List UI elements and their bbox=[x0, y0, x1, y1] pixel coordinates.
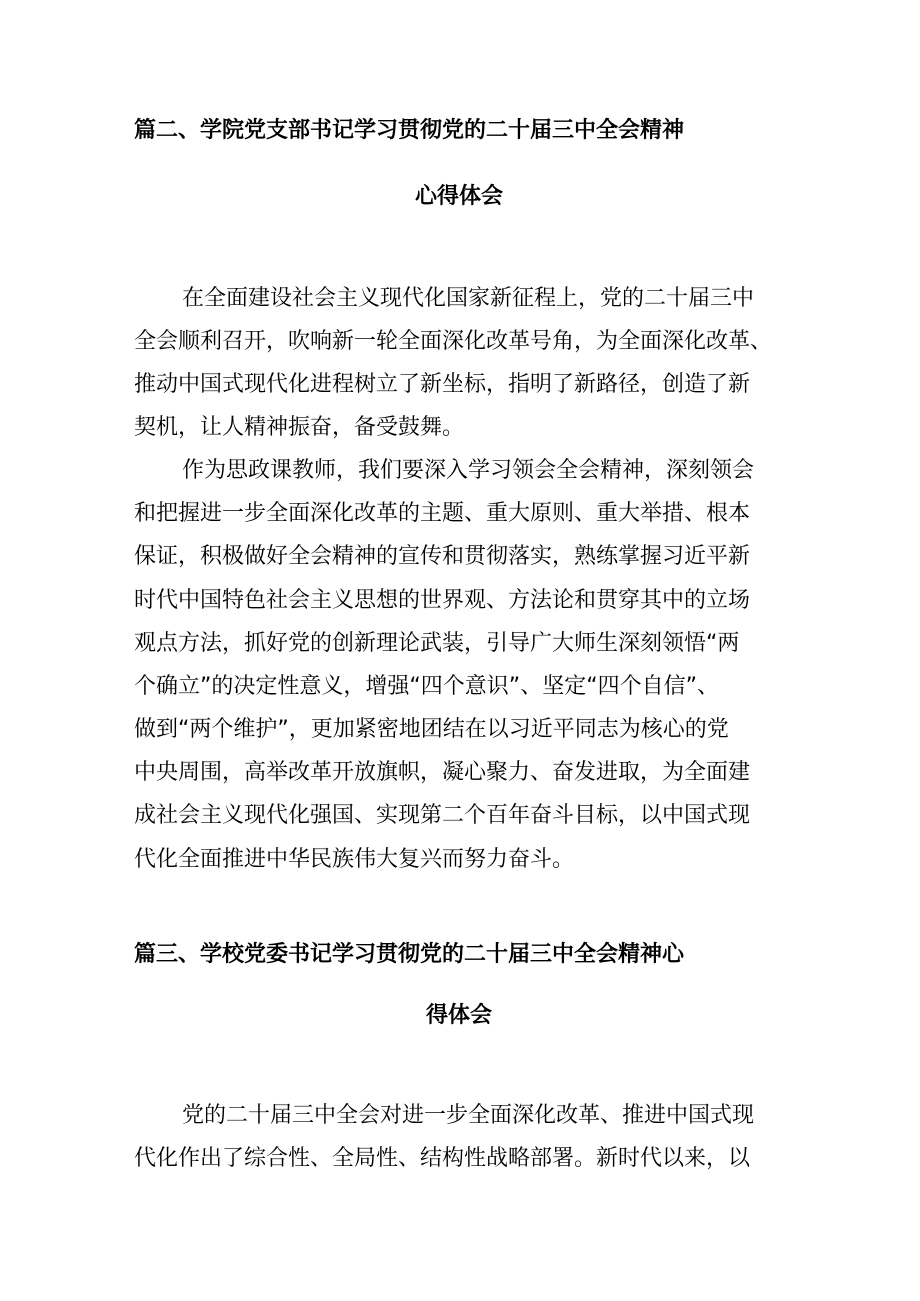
section2-para2-line: 时代中国特色社会主义思想的世界观、方法论和贯穿其中的立场 bbox=[134, 588, 751, 613]
section2-para1-line: 在全面建设社会主义现代化国家新征程上，党的二十届三中 bbox=[182, 286, 755, 311]
section3-title-line1: 篇三、学校党委书记学习贯彻党的二十届三中全会精神心 bbox=[134, 942, 685, 967]
section2-para2-line: 成社会主义现代化强国、实现第二个百年奋斗目标，以中国式现 bbox=[134, 803, 751, 828]
section2-para1-line: 全会顺利召开，吹响新一轮全面深化改革号角，为全面深化改革、 bbox=[134, 329, 773, 354]
section2-title-line1: 篇二、学院党支部书记学习贯彻党的二十届三中全会精神 bbox=[134, 118, 685, 143]
section2-para2-line: 保证，积极做好全会精神的宣传和贯彻落实，熟练掌握习近平新 bbox=[134, 544, 751, 569]
section3-title-line2: 得体会 bbox=[426, 1003, 493, 1028]
section2-para2-line: 代化全面推进中华民族伟大复兴而努力奋斗。 bbox=[134, 847, 575, 872]
section2-para2-line: 中央周围，高举改革开放旗帜，凝心聚力、奋发进取，为全面建 bbox=[134, 760, 751, 785]
section2-para2-line: 做到“两个维护”，更加紧密地团结在以习近平同志为核心的党 bbox=[134, 717, 729, 742]
section2-para2-line: 个确立”的决定性意义，增强“四个意识”、坚定“四个自信”、 bbox=[134, 674, 719, 699]
section2-para1-line: 契机，让人精神振奋，备受鼓舞。 bbox=[134, 415, 465, 440]
section2-title-line2: 心得体会 bbox=[415, 184, 504, 209]
section3-para1-line: 代化作出了综合性、全局性、结构性战略部署。新时代以来，以 bbox=[134, 1146, 751, 1171]
section2-para2-line: 和把握进一步全面深化改革的主题、重大原则、重大举措、根本 bbox=[134, 501, 751, 526]
section3-para1-line: 党的二十届三中全会对进一步全面深化改革、推进中国式现 bbox=[182, 1103, 755, 1128]
section2-para2-line: 作为思政课教师，我们要深入学习领会全会精神，深刻领会 bbox=[182, 458, 755, 483]
section2-para1-line: 推动中国式现代化进程树立了新坐标，指明了新路径，创造了新 bbox=[134, 372, 751, 397]
section2-para2-line: 观点方法，抓好党的创新理论武装，引导广大师生深刻领悟“两 bbox=[134, 631, 740, 656]
